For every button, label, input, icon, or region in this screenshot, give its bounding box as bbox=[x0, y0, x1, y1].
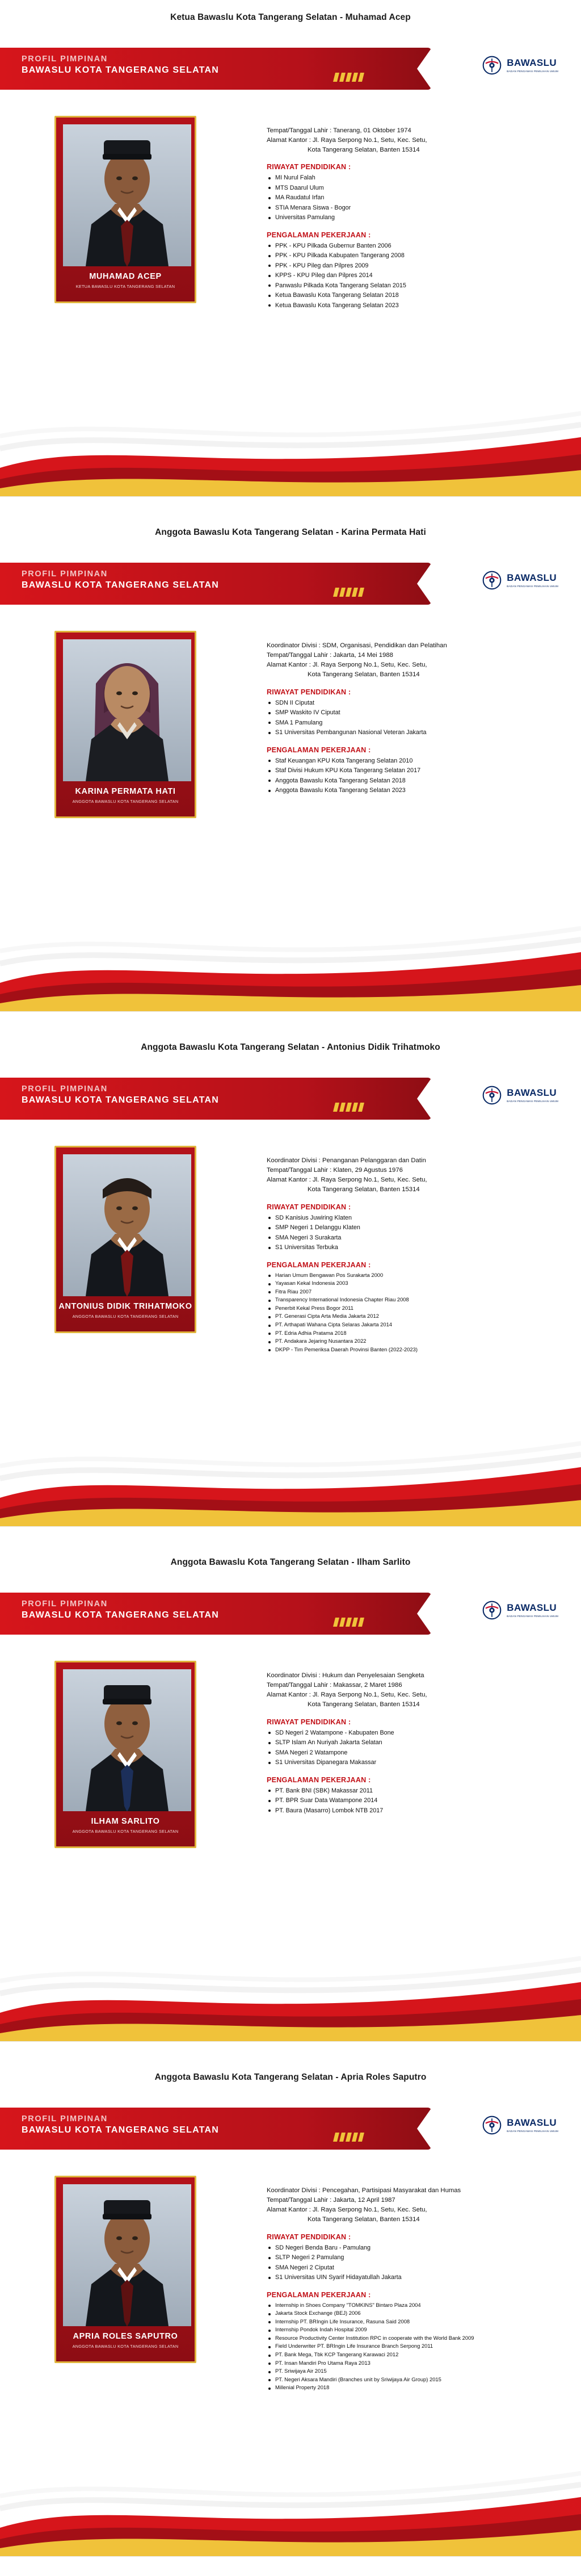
bawaslu-logo bbox=[482, 56, 558, 75]
info-line: Alamat Kantor : Jl. Raya Serpong No.1, Setu, Kec. Setu, bbox=[267, 1176, 427, 1184]
list-item: Internship in Shoes Company "TOMKINS" Bintaro Plaza 2004 bbox=[267, 2301, 550, 2310]
list-item: SMP Waskito IV Ciputat bbox=[267, 708, 550, 718]
list-item: Harian Umum Bengawan Pos Surakarta 2000 bbox=[267, 1271, 550, 1280]
bawaslu-logo bbox=[482, 2116, 558, 2135]
experience-heading: PENGALAMAN PEKERJAAN : bbox=[267, 745, 371, 754]
portrait-photo bbox=[63, 639, 191, 781]
section-divider bbox=[0, 1011, 581, 1012]
bawaslu-logo-icon bbox=[482, 2116, 502, 2135]
experience-list bbox=[267, 1271, 550, 1354]
education-heading: RIWAYAT PENDIDIKAN : bbox=[267, 688, 351, 696]
photo-frame bbox=[54, 631, 196, 818]
list-item: SMA Negeri 3 Surakarta bbox=[267, 1233, 550, 1243]
list-item: SD Negeri Benda Baru - Pamulang bbox=[267, 2243, 550, 2253]
info-line: Tempat/Tanggal Lahir : Jakarta, 12 April 1987 bbox=[267, 2197, 395, 2204]
education-heading: RIWAYAT PENDIDIKAN : bbox=[267, 163, 351, 171]
list-item: Internship Pondok Indah Hospital 2009 bbox=[267, 2326, 550, 2334]
list-item: SD Negeri 2 Watampone - Kabupaten Bone bbox=[267, 1728, 550, 1738]
info-line: Koordinator Divisi : Pencegahan, Partisipasi Masyarakat dan Humas bbox=[267, 2187, 461, 2194]
stripes-decoration bbox=[334, 73, 363, 82]
ribbon-subtitle: BAWASLU KOTA TANGERANG SELATAN bbox=[22, 2125, 219, 2135]
ribbon-subtitle: BAWASLU KOTA TANGERANG SELATAN bbox=[22, 65, 219, 75]
list-item: SMA Negeri 2 Ciputat bbox=[267, 2263, 550, 2273]
list-item: Ketua Bawaslu Kota Tangerang Selatan 2023 bbox=[267, 301, 550, 311]
profile-info bbox=[267, 1156, 550, 1354]
list-item: MI Nurul Falah bbox=[267, 173, 550, 183]
page-title: Anggota Bawaslu Kota Tangerang Selatan - Karina Permata Hati bbox=[155, 527, 426, 537]
education-heading: RIWAYAT PENDIDIKAN : bbox=[267, 1718, 351, 1726]
name-plate bbox=[56, 2323, 195, 2361]
list-item: PT. BPR Suar Data Watampone 2014 bbox=[267, 1796, 550, 1806]
profile-info bbox=[267, 2186, 550, 2392]
list-item: Staf Keuangan KPU Kota Tangerang Selatan 2010 bbox=[267, 756, 550, 766]
profile-block bbox=[0, 0, 581, 515]
list-item: S1 Universitas Dipanegara Makassar bbox=[267, 1758, 550, 1767]
page-title: Ketua Bawaslu Kota Tangerang Selatan - Muhamad Acep bbox=[170, 12, 411, 22]
person-position: ANGGOTA BAWASLU KOTA TANGERANG SELATAN bbox=[72, 799, 179, 804]
experience-list bbox=[267, 756, 550, 796]
person-name: APRIA ROLES SAPUTRO bbox=[73, 2332, 178, 2341]
bawaslu-logo-icon bbox=[482, 571, 502, 590]
stripes-decoration bbox=[334, 1618, 363, 1627]
info-line: Alamat Kantor : Jl. Raya Serpong No.1, Setu, Kec. Setu, bbox=[267, 1691, 427, 1699]
name-plate bbox=[56, 778, 195, 816]
list-item: SMA 1 Pamulang bbox=[267, 718, 550, 728]
list-item: SLTP Negeri 2 Pamulang bbox=[267, 2253, 550, 2263]
person-position: ANGGOTA BAWASLU KOTA TANGERANG SELATAN bbox=[72, 1314, 179, 1319]
ribbon-subtitle: BAWASLU KOTA TANGERANG SELATAN bbox=[22, 1610, 219, 1620]
logo-subtext: BADAN PENGAWAS PEMILIHAN UMUM bbox=[507, 1615, 558, 1618]
ribbon-subtitle: BAWASLU KOTA TANGERANG SELATAN bbox=[22, 1095, 219, 1105]
experience-heading: PENGALAMAN PEKERJAAN : bbox=[267, 1775, 371, 1784]
education-list bbox=[267, 1213, 550, 1253]
list-item: Jakarta Stock Exchange (BEJ) 2006 bbox=[267, 2309, 550, 2318]
name-plate bbox=[56, 1293, 195, 1331]
info-line: Tempat/Tanggal Lahir : Tanerang, 01 Oktober 1974 bbox=[267, 127, 411, 134]
profile-info bbox=[267, 641, 550, 796]
list-item: STIA Menara Siswa - Bogor bbox=[267, 203, 550, 213]
list-item: SMP Negeri 1 Delanggu Klaten bbox=[267, 1223, 550, 1233]
info-line: Koordinator Divisi : SDM, Organisasi, Pendidikan dan Pelatihan bbox=[267, 642, 447, 649]
info-line-address-cont: Kota Tangerang Selatan, Banten 15314 bbox=[308, 146, 420, 154]
list-item: KPPS - KPU Pileg dan Pilpres 2014 bbox=[267, 271, 550, 280]
profile-card bbox=[0, 2091, 581, 2556]
name-plate bbox=[56, 263, 195, 301]
profile-block bbox=[0, 1545, 581, 2060]
ribbon-header bbox=[0, 563, 431, 605]
person-name: ILHAM SARLITO bbox=[91, 1817, 160, 1826]
experience-heading: PENGALAMAN PEKERJAAN : bbox=[267, 2290, 371, 2299]
list-item: Anggota Bawaslu Kota Tangerang Selatan 2018 bbox=[267, 776, 550, 786]
profile-card bbox=[0, 546, 581, 1011]
section-divider bbox=[0, 2556, 581, 2557]
decorative-swoosh bbox=[0, 400, 581, 496]
list-item: Penerbit Kekal Press Bogor 2011 bbox=[267, 1304, 550, 1313]
decorative-swoosh bbox=[0, 1945, 581, 2041]
stripes-decoration bbox=[334, 1103, 363, 1112]
list-item: Transparency International Indonesia Chapter Riau 2008 bbox=[267, 1296, 550, 1304]
ribbon-subtitle: BAWASLU KOTA TANGERANG SELATAN bbox=[22, 580, 219, 590]
ribbon-header bbox=[0, 1078, 431, 1120]
portrait-photo bbox=[63, 2184, 191, 2326]
list-item: PT. Baura (Masarro) Lombok NTB 2017 bbox=[267, 1806, 550, 1816]
bawaslu-logo-icon bbox=[482, 1086, 502, 1105]
list-item: Field Underwriter PT. BRIngin Life Insurance Branch Serpong 2011 bbox=[267, 2342, 550, 2351]
page-title: Anggota Bawaslu Kota Tangerang Selatan - Antonius Didik Trihatmoko bbox=[141, 1042, 440, 1052]
bawaslu-logo bbox=[482, 1086, 558, 1105]
bawaslu-logo-icon bbox=[482, 1601, 502, 1620]
bawaslu-logo bbox=[482, 1601, 558, 1620]
ribbon-header bbox=[0, 48, 431, 90]
info-line-address-cont: Kota Tangerang Selatan, Banten 15314 bbox=[308, 1186, 420, 1193]
list-item: PT. Insan Mandiri Pro Utama Raya 2013 bbox=[267, 2359, 550, 2368]
profile-card bbox=[0, 1061, 581, 1526]
photo-frame bbox=[54, 116, 196, 303]
stripes-decoration bbox=[334, 2133, 363, 2142]
list-item: PT. Generasi Cipta Arta Media Jakarta 2012 bbox=[267, 1312, 550, 1321]
logo-text: BAWASLU bbox=[507, 1602, 557, 1613]
list-item: Panwaslu Pilkada Kota Tangerang Selatan 2015 bbox=[267, 281, 550, 291]
list-item: MA Raudatul Irfan bbox=[267, 193, 550, 203]
person-name: ANTONIUS DIDIK TRIHATMOKO bbox=[58, 1302, 192, 1311]
profile-block bbox=[0, 1030, 581, 1545]
bawaslu-logo bbox=[482, 571, 558, 590]
education-heading: RIWAYAT PENDIDIKAN : bbox=[267, 1203, 351, 1211]
list-item: SD Kanisius Juwiring Klaten bbox=[267, 1213, 550, 1223]
info-line: Koordinator Divisi : Penanganan Pelanggaran dan Datin bbox=[267, 1157, 426, 1164]
person-position: ANGGOTA BAWASLU KOTA TANGERANG SELATAN bbox=[72, 1829, 179, 1834]
list-item: PT. Negeri Aksara Mandiri (Branches unit by Sriwijaya Air Group) 2015 bbox=[267, 2376, 550, 2384]
logo-text: BAWASLU bbox=[507, 2117, 557, 2128]
list-item: PT. Sriwijaya Air 2015 bbox=[267, 2367, 550, 2376]
ribbon-title: PROFIL PIMPINAN bbox=[22, 2114, 108, 2123]
education-list bbox=[267, 1728, 550, 1768]
decorative-swoosh bbox=[0, 1430, 581, 1526]
list-item: PT. Andakara Jejaring Nusantara 2022 bbox=[267, 1337, 550, 1346]
profile-block bbox=[0, 515, 581, 1030]
list-item: PT. Bank Mega, Tbk KCP Tangerang Karawaci 2012 bbox=[267, 2351, 550, 2359]
section-divider bbox=[0, 496, 581, 497]
decorative-swoosh bbox=[0, 2460, 581, 2556]
list-item: PPK - KPU Pilkada Kabupaten Tangerang 2008 bbox=[267, 251, 550, 261]
logo-subtext: BADAN PENGAWAS PEMILIHAN UMUM bbox=[507, 585, 558, 588]
list-item: PPK - KPU Pilkada Gubernur Banten 2006 bbox=[267, 241, 550, 251]
logo-subtext: BADAN PENGAWAS PEMILIHAN UMUM bbox=[507, 70, 558, 73]
ribbon-title: PROFIL PIMPINAN bbox=[22, 55, 108, 64]
list-item: Staf Divisi Hukum KPU Kota Tangerang Selatan 2017 bbox=[267, 766, 550, 776]
profile-info bbox=[267, 126, 550, 311]
portrait-photo bbox=[63, 1154, 191, 1296]
education-list bbox=[267, 173, 550, 223]
section-divider bbox=[0, 2041, 581, 2042]
info-line: Alamat Kantor : Jl. Raya Serpong No.1, Setu, Kec. Setu, bbox=[267, 137, 427, 144]
list-item: Internship PT. BRIngin Life Insurance, Rasuna Said 2008 bbox=[267, 2318, 550, 2326]
list-item: Millenial Property 2018 bbox=[267, 2384, 550, 2392]
list-item: PPK - KPU Pileg dan Pilpres 2009 bbox=[267, 261, 550, 271]
info-line-address-cont: Kota Tangerang Selatan, Banten 15314 bbox=[308, 1701, 420, 1708]
list-item: Fitra Riau 2007 bbox=[267, 1288, 550, 1296]
info-line: Tempat/Tanggal Lahir : Jakarta, 14 Mei 1988 bbox=[267, 652, 393, 659]
info-line-address-cont: Kota Tangerang Selatan, Banten 15314 bbox=[308, 671, 420, 678]
person-name: KARINA PERMATA HATI bbox=[75, 787, 176, 796]
list-item: PT. Arthapati Wahana Cipta Selaras Jakarta 2014 bbox=[267, 1321, 550, 1329]
profile-card bbox=[0, 31, 581, 496]
ribbon-header bbox=[0, 1593, 431, 1635]
list-item: Resource Productivity Center Institution RPC in cooperate with the World Bank 2009 bbox=[267, 2334, 550, 2343]
list-item: S1 Universitas UIN Syarif Hidayatullah Jakarta bbox=[267, 2273, 550, 2282]
name-plate bbox=[56, 1808, 195, 1846]
info-line: Alamat Kantor : Jl. Raya Serpong No.1, Setu, Kec. Setu, bbox=[267, 2206, 427, 2214]
experience-heading: PENGALAMAN PEKERJAAN : bbox=[267, 1260, 371, 1269]
logo-text: BAWASLU bbox=[507, 1087, 557, 1098]
ribbon-header bbox=[0, 2108, 431, 2150]
info-line-address-cont: Kota Tangerang Selatan, Banten 15314 bbox=[308, 2216, 420, 2223]
page-title: Anggota Bawaslu Kota Tangerang Selatan - Apria Roles Saputro bbox=[154, 2072, 427, 2082]
ribbon-title: PROFIL PIMPINAN bbox=[22, 1599, 108, 1609]
section-divider bbox=[0, 1526, 581, 1527]
experience-list bbox=[267, 1786, 550, 1816]
list-item: Anggota Bawaslu Kota Tangerang Selatan 2023 bbox=[267, 786, 550, 795]
portrait-photo bbox=[63, 124, 191, 266]
photo-frame bbox=[54, 1146, 196, 1333]
logo-text: BAWASLU bbox=[507, 572, 557, 583]
list-item: S1 Universitas Terbuka bbox=[267, 1243, 550, 1253]
bawaslu-logo-icon bbox=[482, 56, 502, 75]
person-position: ANGGOTA BAWASLU KOTA TANGERANG SELATAN bbox=[72, 2344, 179, 2349]
experience-list bbox=[267, 241, 550, 311]
list-item: SMA Negeri 2 Watampone bbox=[267, 1748, 550, 1758]
experience-list bbox=[267, 2301, 550, 2392]
profile-card bbox=[0, 1576, 581, 2041]
education-list bbox=[267, 2243, 550, 2283]
experience-heading: PENGALAMAN PEKERJAAN : bbox=[267, 231, 371, 239]
list-item: S1 Universitas Pembangunan Nasional Veteran Jakarta bbox=[267, 728, 550, 738]
logo-subtext: BADAN PENGAWAS PEMILIHAN UMUM bbox=[507, 1100, 558, 1103]
list-item: PT. Edria Adhia Pratama 2018 bbox=[267, 1329, 550, 1338]
stripes-decoration bbox=[334, 588, 363, 597]
profile-block bbox=[0, 2060, 581, 2575]
person-position: KETUA BAWASLU KOTA TANGERANG SELATAN bbox=[75, 284, 175, 289]
education-heading: RIWAYAT PENDIDIKAN : bbox=[267, 2232, 351, 2241]
ribbon-title: PROFIL PIMPINAN bbox=[22, 569, 108, 579]
list-item: PT. Bank BNI (SBK) Makassar 2011 bbox=[267, 1786, 550, 1796]
page-title: Anggota Bawaslu Kota Tangerang Selatan - Ilham Sarlito bbox=[170, 1557, 411, 1567]
list-item: DKPP - Tim Pemeriksa Daerah Provinsi Banten (2022-2023) bbox=[267, 1346, 550, 1354]
list-item: Yayasan Kekal Indonesia 2003 bbox=[267, 1279, 550, 1288]
list-item: SDN II Ciputat bbox=[267, 698, 550, 708]
ribbon-title: PROFIL PIMPINAN bbox=[22, 1084, 108, 1094]
person-name: MUHAMAD ACEP bbox=[89, 272, 162, 281]
info-line: Koordinator Divisi : Hukum dan Penyelesaian Sengketa bbox=[267, 1672, 424, 1679]
list-item: Universitas Pamulang bbox=[267, 213, 550, 223]
info-line: Alamat Kantor : Jl. Raya Serpong No.1, Setu, Kec. Setu, bbox=[267, 661, 427, 669]
portrait-photo bbox=[63, 1669, 191, 1811]
photo-frame bbox=[54, 2176, 196, 2363]
education-list bbox=[267, 698, 550, 738]
photo-frame bbox=[54, 1661, 196, 1848]
logo-text: BAWASLU bbox=[507, 57, 557, 68]
list-item: Ketua Bawaslu Kota Tangerang Selatan 2018 bbox=[267, 291, 550, 300]
info-line: Tempat/Tanggal Lahir : Makassar, 2 Maret 1986 bbox=[267, 1682, 402, 1689]
decorative-swoosh bbox=[0, 915, 581, 1011]
profile-info bbox=[267, 1671, 550, 1816]
list-item: MTS Daarul Ulum bbox=[267, 183, 550, 193]
logo-subtext: BADAN PENGAWAS PEMILIHAN UMUM bbox=[507, 2130, 558, 2133]
list-item: SLTP Islam An Nuriyah Jakarta Selatan bbox=[267, 1738, 550, 1748]
info-line: Tempat/Tanggal Lahir : Klaten, 29 Agustus 1976 bbox=[267, 1167, 403, 1174]
